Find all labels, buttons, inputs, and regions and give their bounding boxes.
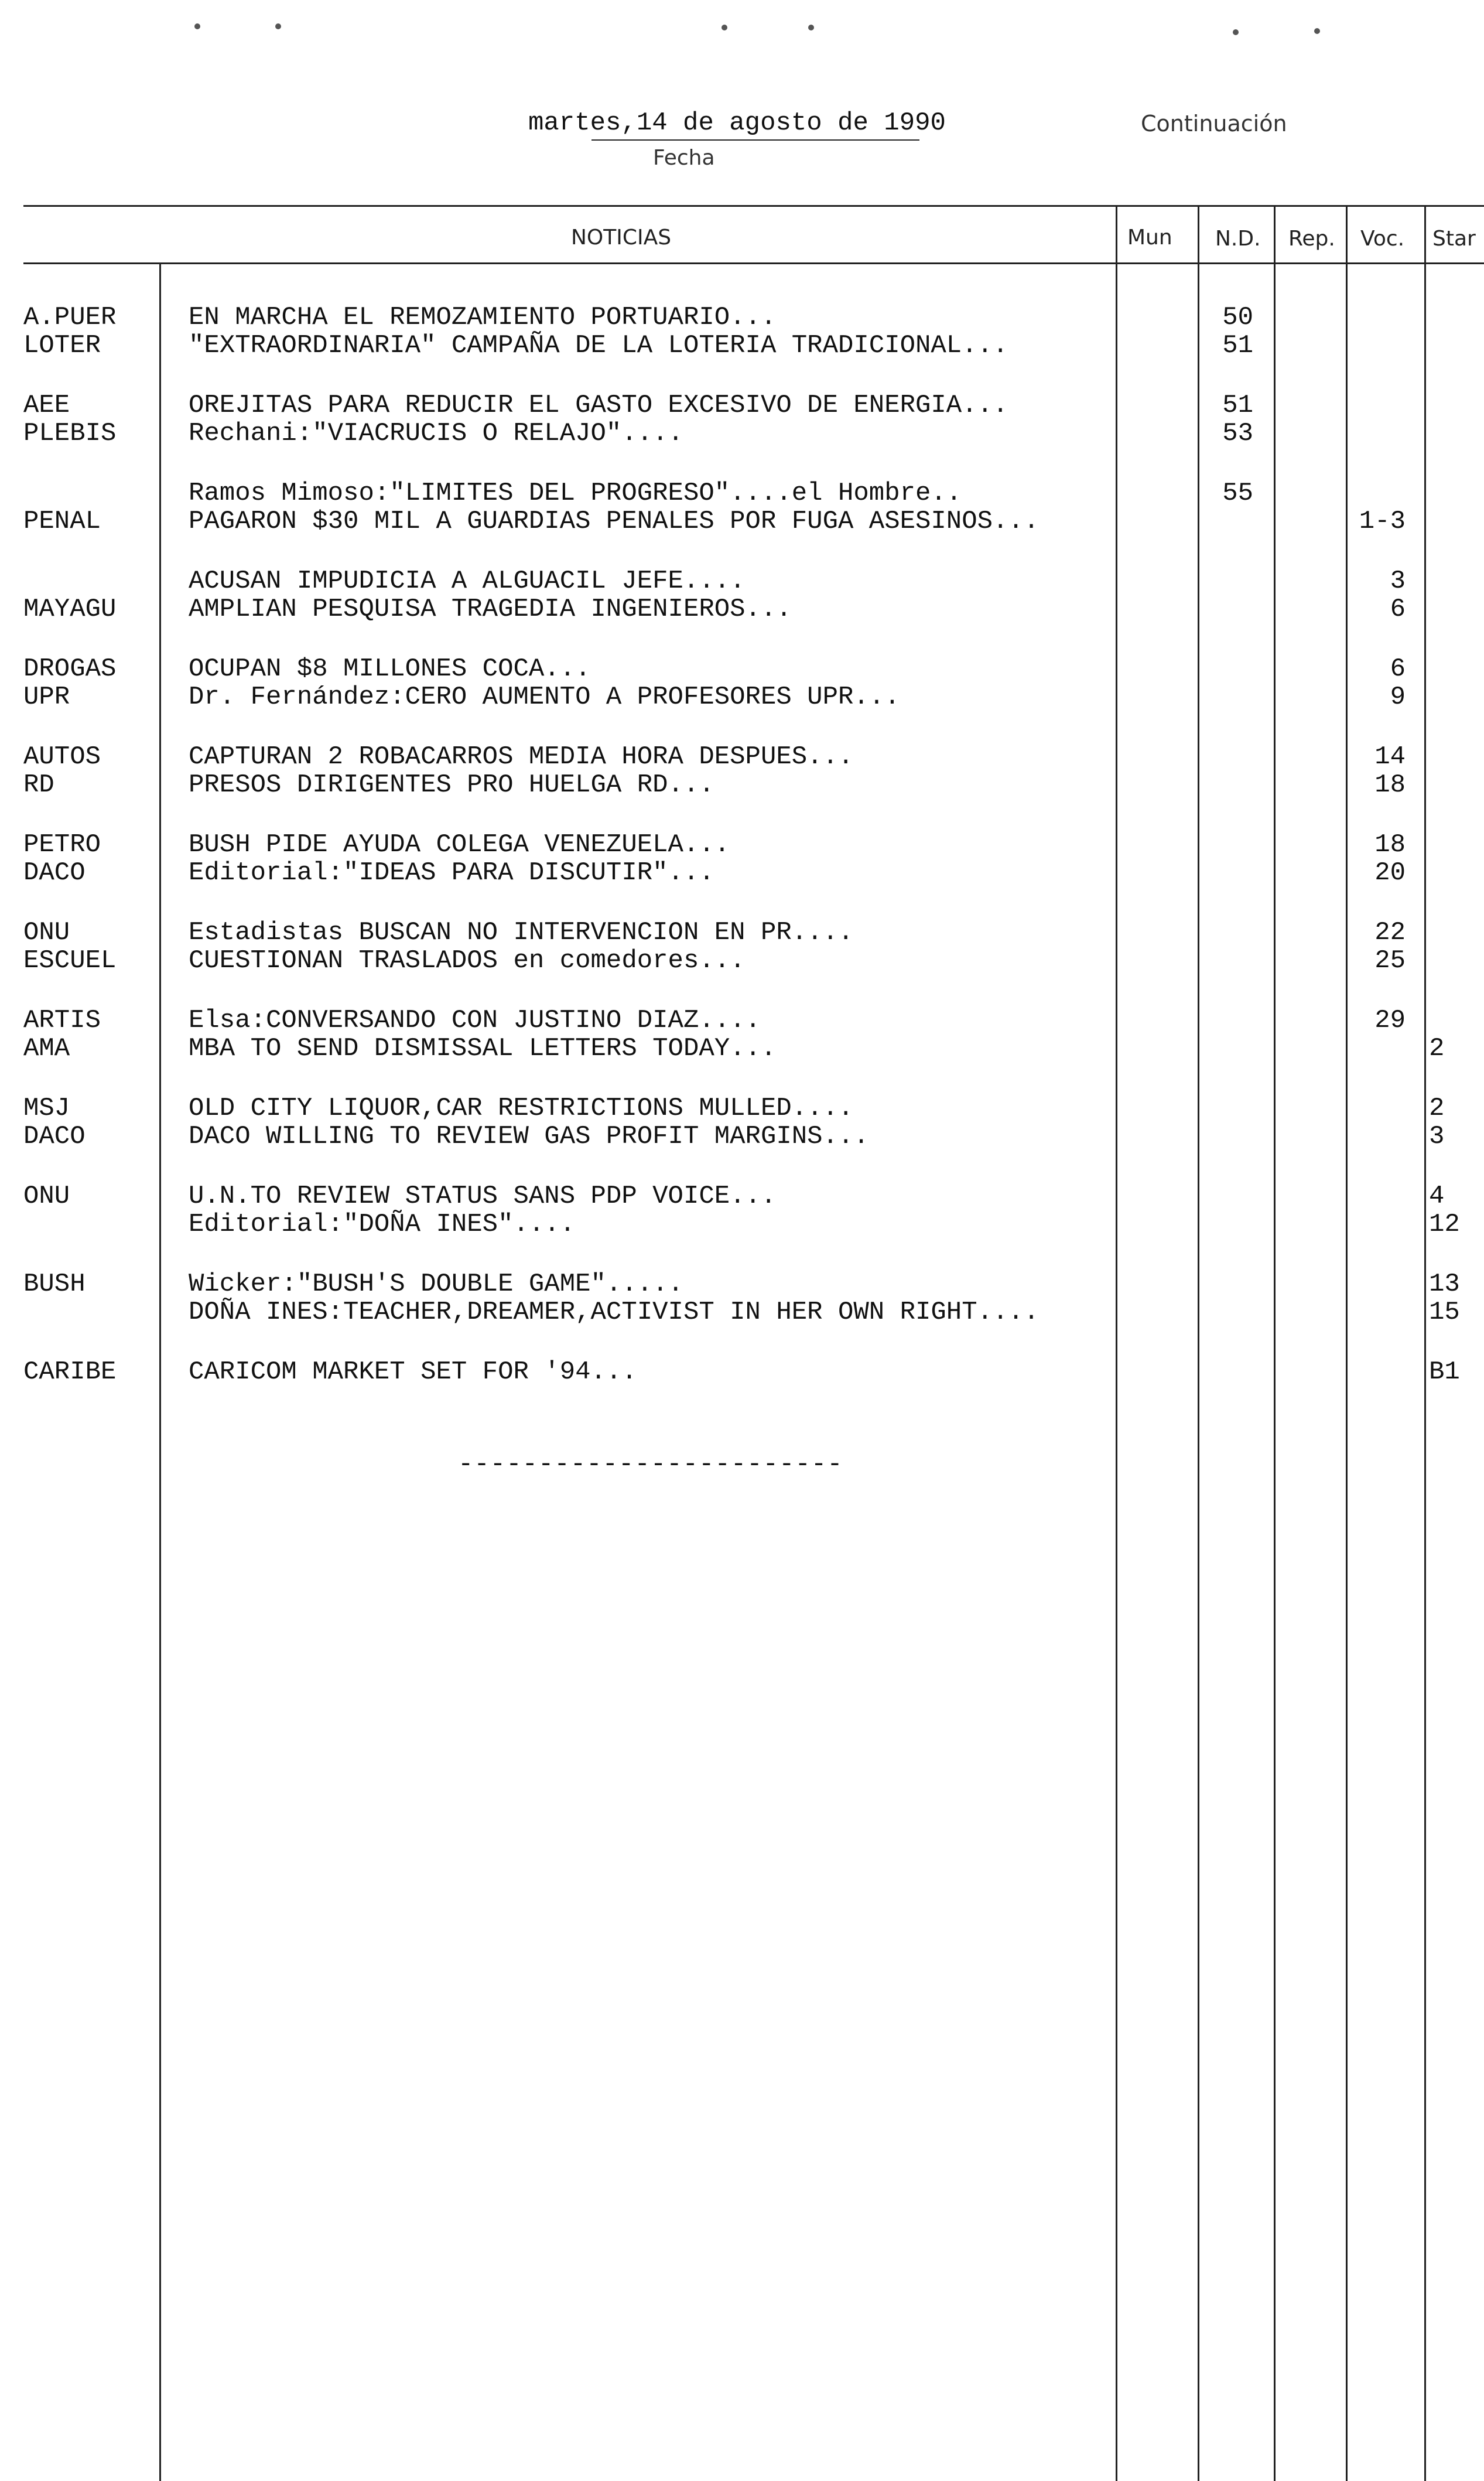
row-voc-page: 6 <box>1390 595 1406 624</box>
row-category: LOTER <box>23 331 101 360</box>
row-nd-page: 51 <box>1222 331 1253 360</box>
row-headline: BUSH PIDE AYUDA COLEGA VENEZUELA... <box>189 830 730 859</box>
row-headline: OCUPAN $8 MILLONES COCA... <box>189 654 591 684</box>
row-headline: DACO WILLING TO REVIEW GAS PROFIT MARGINS... <box>189 1122 869 1151</box>
row-headline: "EXTRAORDINARIA" CAMPAÑA DE LA LOTERIA TRADICIONAL... <box>189 331 1008 360</box>
row-headline: Dr. Fernández:CERO AUMENTO A PROFESORES UPR... <box>189 682 900 712</box>
row-category: DACO <box>23 858 86 888</box>
nd-divider <box>1198 205 1199 2481</box>
row-headline: CAPTURAN 2 ROBACARROS MEDIA HORA DESPUES... <box>189 742 854 772</box>
column-header-voc: Voc. <box>1360 227 1405 251</box>
row-headline: Ramos Mimoso:"LIMITES DEL PROGRESO"....el Hombre.. <box>189 479 962 508</box>
row-voc-page: 1-3 <box>1359 507 1406 536</box>
row-nd-page: 55 <box>1222 479 1253 508</box>
row-category: AMA <box>23 1034 70 1063</box>
row-category: MSJ <box>23 1094 70 1123</box>
row-category: A.PUER <box>23 303 117 332</box>
row-nd-page: 53 <box>1222 419 1253 448</box>
row-star-page: 15 <box>1429 1298 1460 1327</box>
row-headline: DOÑA INES:TEACHER,DREAMER,ACTIVIST IN HER OWN RIGHT.... <box>189 1298 1040 1327</box>
row-voc-page: 18 <box>1374 770 1406 800</box>
row-headline: Editorial:"DOÑA INES".... <box>189 1210 576 1239</box>
rep-divider <box>1274 205 1276 2481</box>
row-star-page: 4 <box>1429 1182 1445 1211</box>
row-star-page: 2 <box>1429 1094 1445 1123</box>
punch-dot <box>808 25 814 30</box>
row-star-page: B1 <box>1429 1357 1460 1387</box>
punch-dot <box>1233 29 1239 35</box>
row-category: AUTOS <box>23 742 101 772</box>
row-star-page: 12 <box>1429 1210 1460 1239</box>
row-voc-page: 14 <box>1374 742 1406 772</box>
row-star-page: 13 <box>1429 1269 1460 1299</box>
row-headline: Editorial:"IDEAS PARA DISCUTIR"... <box>189 858 714 888</box>
row-category: DACO <box>23 1122 86 1151</box>
document-date: martes,14 de agosto de 1990 <box>528 108 946 138</box>
category-divider <box>159 262 161 2481</box>
column-header-star: Star <box>1432 227 1476 251</box>
punch-dot <box>275 23 281 29</box>
row-headline: CUESTIONAN TRASLADOS en comedores... <box>189 946 746 975</box>
row-headline: U.N.TO REVIEW STATUS SANS PDP VOICE... <box>189 1182 777 1211</box>
mun-divider <box>1116 205 1117 2481</box>
row-nd-page: 51 <box>1222 391 1253 420</box>
row-voc-page: 9 <box>1390 682 1406 712</box>
continuation-label: Continuación <box>1141 111 1287 136</box>
row-headline: ACUSAN IMPUDICIA A ALGUACIL JEFE.... <box>189 566 746 596</box>
row-category: AEE <box>23 391 70 420</box>
row-voc-page: 6 <box>1390 654 1406 684</box>
column-header-rep: Rep. <box>1288 227 1335 251</box>
row-voc-page: 22 <box>1374 918 1406 947</box>
star-divider <box>1424 205 1426 2481</box>
row-voc-page: 29 <box>1374 1006 1406 1035</box>
row-category: ESCUEL <box>23 946 117 975</box>
date-underline <box>591 139 919 141</box>
column-header-noticias: NOTICIAS <box>571 226 672 250</box>
row-category: CARIBE <box>23 1357 117 1387</box>
row-category: UPR <box>23 682 70 712</box>
row-headline: CARICOM MARKET SET FOR '94... <box>189 1357 637 1387</box>
row-category: DROGAS <box>23 654 117 684</box>
row-headline: Elsa:CONVERSANDO CON JUSTINO DIAZ.... <box>189 1006 761 1035</box>
row-voc-page: 20 <box>1374 858 1406 888</box>
date-label: Fecha <box>653 146 715 170</box>
row-category: ARTIS <box>23 1006 101 1035</box>
row-headline: Rechani:"VIACRUCIS O RELAJO".... <box>189 419 683 448</box>
punch-dot <box>722 25 727 30</box>
row-headline: PRESOS DIRIGENTES PRO HUELGA RD... <box>189 770 714 800</box>
row-category: RD <box>23 770 54 800</box>
row-headline: AMPLIAN PESQUISA TRAGEDIA INGENIEROS... <box>189 595 792 624</box>
row-voc-page: 18 <box>1374 830 1406 859</box>
row-headline: PAGARON $30 MIL A GUARDIAS PENALES POR FUGA ASESINOS... <box>189 507 1040 536</box>
row-voc-page: 3 <box>1390 566 1406 596</box>
end-rule: ------------------------ <box>458 1450 843 1479</box>
row-category: ONU <box>23 918 70 947</box>
voc-divider <box>1346 205 1348 2481</box>
row-headline: EN MARCHA EL REMOZAMIENTO PORTUARIO... <box>189 303 777 332</box>
row-headline: OREJITAS PARA REDUCIR EL GASTO EXCESIVO DE ENERGIA... <box>189 391 1008 420</box>
row-nd-page: 50 <box>1222 303 1253 332</box>
column-header-mun: Mun <box>1127 226 1172 250</box>
row-category: ONU <box>23 1182 70 1211</box>
row-headline: Estadistas BUSCAN NO INTERVENCION EN PR.... <box>189 918 854 947</box>
column-header-nd: N.D. <box>1215 227 1261 251</box>
row-headline: Wicker:"BUSH'S DOUBLE GAME"..... <box>189 1269 683 1299</box>
row-headline: MBA TO SEND DISMISSAL LETTERS TODAY... <box>189 1034 777 1063</box>
punch-dot <box>194 23 200 29</box>
row-category: PLEBIS <box>23 419 117 448</box>
row-category: PENAL <box>23 507 101 536</box>
table-header-rule <box>23 262 1484 264</box>
row-category: MAYAGU <box>23 595 117 624</box>
row-star-page: 3 <box>1429 1122 1445 1151</box>
row-category: PETRO <box>23 830 101 859</box>
row-category: BUSH <box>23 1269 86 1299</box>
row-star-page: 2 <box>1429 1034 1445 1063</box>
row-voc-page: 25 <box>1374 946 1406 975</box>
punch-dot <box>1314 28 1320 34</box>
table-top-rule <box>23 205 1484 207</box>
row-headline: OLD CITY LIQUOR,CAR RESTRICTIONS MULLED.... <box>189 1094 854 1123</box>
